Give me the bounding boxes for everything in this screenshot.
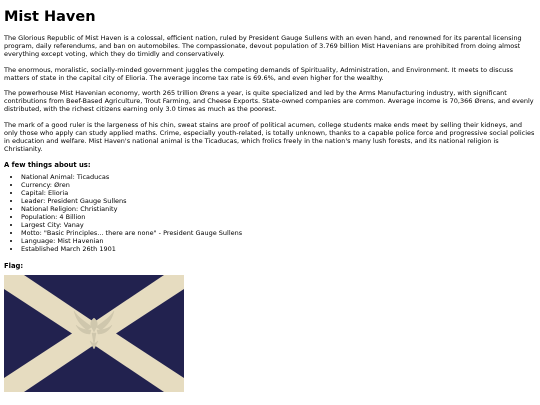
fact-item: • National Animal: Ticaducas: [21, 174, 536, 182]
flag-image: [4, 275, 184, 392]
facts-list: [4, 174, 536, 253]
paragraph-economy: The powerhouse Mist Havenian economy, worth 265 trillion Ørens a year, is quite specialized and led by the Arms Manufacturing industry, with significant contributions from Beef-Based Agriculture, Trout Farming, and Cheese Exports. State-owned companies are common. Average income is 70,366 Ørens, and evenly distributed, with the richest citizens earning only 3.0 times as much as the poorest.: [4, 89, 534, 114]
fact-item: • Population: 4 Billion: [21, 214, 536, 222]
flag-heading: Flag:: [4, 261, 24, 270]
paragraph-intro: The Glorious Republic of Mist Haven is a colossal, efficient nation, ruled by President Gauge Sullens with an even hand, and renowned for its parental licensing program, daily referendums, and ban on automobiles. The compassionate, devout population of 3.769 billion Mist Havenians are prohibited from doing almost everything except voting, which they do timidly and conservatively.: [4, 34, 522, 59]
fact-item: • National Religion: Christianity: [21, 206, 536, 214]
fact-item: • Language: Mist Havenian: [21, 238, 536, 246]
fact-item: • Currency: Øren: [21, 182, 536, 190]
fact-item: • Established March 26th 1901: [21, 246, 536, 254]
fact-item: • Capital: Elioria: [21, 190, 536, 198]
fact-item: • Leader: President Gauge Sullens: [21, 198, 536, 206]
facts-heading: A few things about us:: [4, 161, 91, 170]
page-title: Mist Haven: [4, 9, 96, 25]
fact-item: • Motto: "Basic Principles... there are none" - President Gauge Sullens: [21, 230, 536, 238]
paragraph-government: The enormous, moralistic, socially-minded government juggles the competing demands of Spirituality, Administration, and Environment. It meets to discuss matters of state in the capital city of Elioria. The average income tax rate is 69.6%, and even higher for the wealthy.: [4, 65, 513, 82]
fact-item: • Largest City: Vanay: [21, 222, 536, 230]
paragraph-society: The mark of a good ruler is the largeness of his chin, sweat stains are proof of political acumen, college students make ends meet by selling their kidneys, and only those who apply can study applied maths. Crime, especially youth-related, is totally unknown, thanks to a capable police force and progressive social policies in education and welfare. Mist Haven's national animal is the Ticaducas, which frolics freely in the nation's many lush forests, and its national religion is Christianity.: [4, 120, 535, 154]
